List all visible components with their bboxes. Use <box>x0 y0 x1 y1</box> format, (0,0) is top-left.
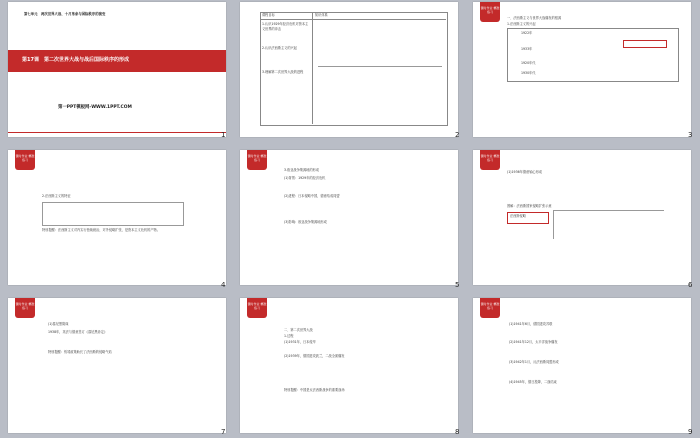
slide-thumbnail-7[interactable] <box>8 298 226 433</box>
diagram-label: 法西斯侵略 <box>510 214 526 218</box>
objective-1: 1.认识1929年经济危机对资本主义世界的冲击 <box>262 22 309 31</box>
line-1: (1)背景：1929年的经济危机 <box>284 176 326 180</box>
note-text: 特别提醒：法西斯主义对内实行独裁统治，对外侵略扩张，是资本主义危机的产物。 <box>42 228 160 232</box>
badge: 课时作业 精准练习 <box>15 150 35 170</box>
line-3: (3)影响：欧亚战争策源地形成 <box>284 220 327 224</box>
line-3: 特别提醒：绥靖政策助长了法西斯的侵略气焰 <box>48 350 112 354</box>
footer-text: 第一PPT模板网-WWW.1PPT.COM <box>58 105 132 110</box>
table-header-right: 知识体系 <box>315 13 328 17</box>
line-2: (2)进程：日本侵略中国，德意结成同盟 <box>284 194 340 198</box>
flow-diagram <box>42 202 184 226</box>
row-3: 1920年代 <box>521 61 536 65</box>
slide-thumbnail-5[interactable] <box>240 150 458 285</box>
highlight-box <box>623 40 667 48</box>
line-2: 1938年，英法与德意签订《慕尼黑协定》 <box>48 330 108 334</box>
line-1: (1)1941年6月，德国进攻苏联 <box>509 322 553 326</box>
slide-number-2: 2 <box>455 131 460 139</box>
slide-number-6: 6 <box>688 281 693 289</box>
line-2: (2)1941年12月，太平洋战争爆发 <box>509 340 558 344</box>
slide-number-8: 8 <box>455 428 460 436</box>
slide-number-9: 9 <box>688 428 693 436</box>
slide-number-4: 4 <box>221 281 226 289</box>
line-4: 特别提醒：中国是反法西斯战争的重要战场 <box>284 388 345 392</box>
heading: 3.欧亚战争策源地的形成 <box>284 168 319 172</box>
slide-thumbnail-8[interactable] <box>240 298 458 433</box>
tree-diagram <box>318 66 442 97</box>
line-1: 1.过程 <box>284 334 294 338</box>
diagram-branches <box>553 210 664 239</box>
slide-number-5: 5 <box>455 281 460 289</box>
objective-3: 3.理解第二次世界大战的进程 <box>262 70 304 74</box>
slide-thumbnail-9[interactable] <box>473 298 691 433</box>
line-2: 图解：法西斯国家侵略扩张示意 <box>507 204 552 208</box>
table-header-left: 课程目标 <box>262 13 275 17</box>
line-3: (2)1939年，德国进攻波兰，二战全面爆发 <box>284 354 345 358</box>
badge: 课时作业 精准练习 <box>480 298 500 318</box>
badge: 课时作业 精准练习 <box>480 150 500 170</box>
unit-label: 第七单元 两次世界大战、十月革命与国际秩序的演变 <box>24 12 106 16</box>
slide-thumbnail-3[interactable] <box>473 2 691 137</box>
line-4: (4)1945年，德日投降，二战结束 <box>509 380 557 384</box>
slide-number-7: 7 <box>221 428 226 436</box>
badge: 课时作业 精准练习 <box>15 298 35 318</box>
heading: 二、第二次世界大战 <box>284 328 313 332</box>
heading-2: 1.法西斯主义的兴起 <box>507 22 536 26</box>
heading: 2.法西斯主义的特征 <box>42 194 71 198</box>
line-1: (1)慕尼黑阴谋 <box>48 322 69 326</box>
badge: 课时作业 精准练习 <box>247 150 267 170</box>
slide-thumbnail-2[interactable] <box>240 2 458 137</box>
heading-1: 一、法西斯主义与世界大战爆发的根源 <box>507 16 562 20</box>
slide-thumbnail-1[interactable] <box>8 2 226 137</box>
badge: 课时作业 精准练习 <box>480 2 500 22</box>
row-4: 1930年代 <box>521 71 536 75</box>
bottom-line <box>8 132 226 133</box>
row-2: 1933年 <box>521 47 533 51</box>
table-divider <box>312 12 313 124</box>
slide-title: 第17课 第二次世界大战与战后国际秩序的形成 <box>22 57 129 63</box>
badge: 课时作业 精准练习 <box>247 298 267 318</box>
slide-number-3: 3 <box>688 131 693 139</box>
line-1: (1)1936年德意轴心形成 <box>507 170 542 174</box>
line-3: (3)1942年1月，反法西斯同盟形成 <box>509 360 559 364</box>
row-1: 1922年 <box>521 31 533 35</box>
objective-2: 2.认识法西斯主义的兴起 <box>262 46 297 50</box>
slide-thumbnail-4[interactable] <box>8 150 226 285</box>
line-2: (1)1931年，日本侵华 <box>284 340 316 344</box>
slide-number-1: 1 <box>221 131 226 139</box>
table-header-rule <box>260 19 446 20</box>
slide-thumbnail-6[interactable] <box>473 150 691 285</box>
